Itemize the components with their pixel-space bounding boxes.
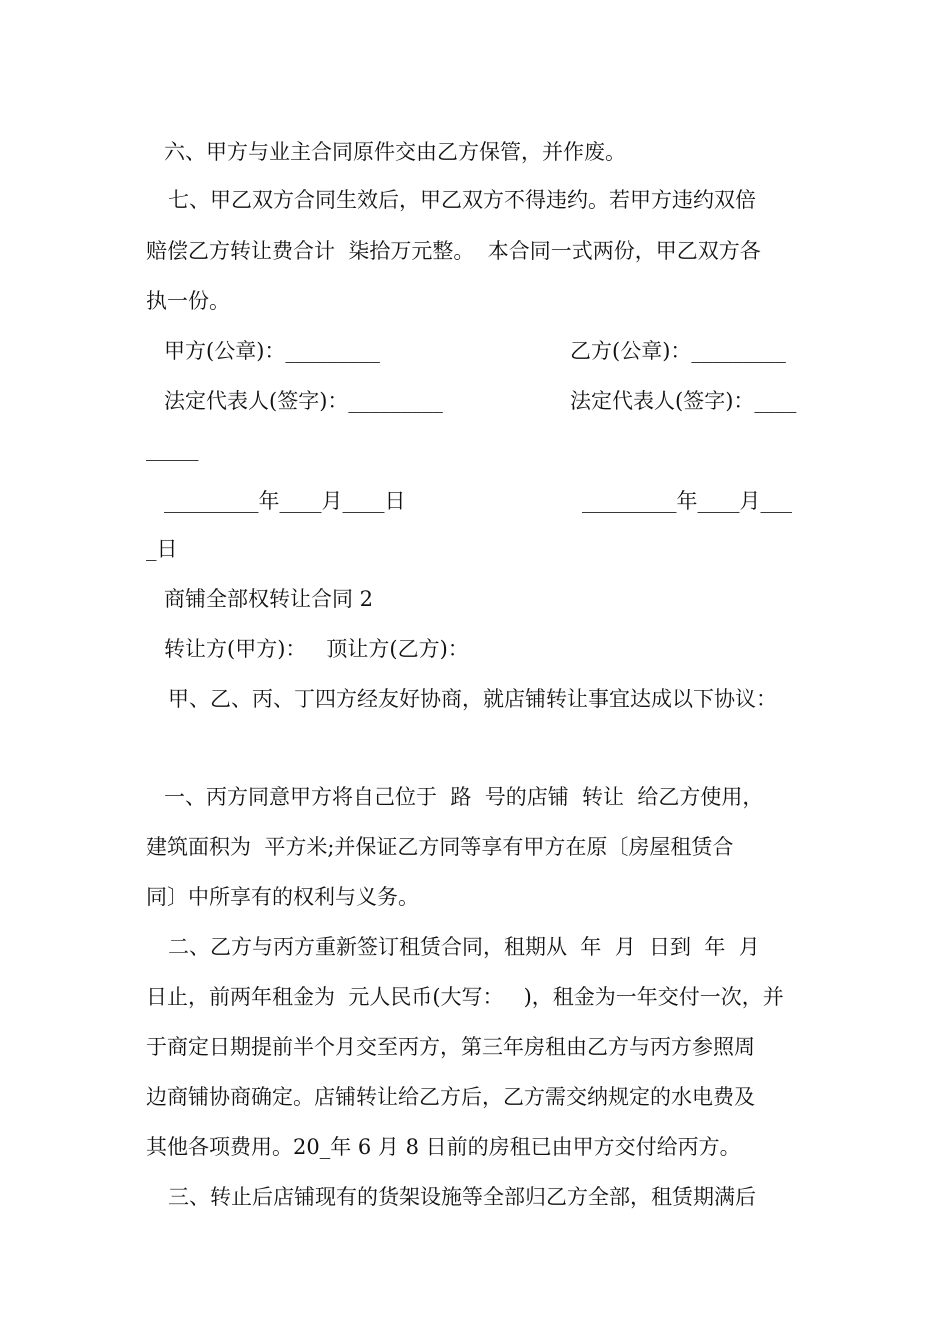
clause-two-line-2: 日止，前两年租金为 元人民币(大写： )，租金为一年交付一次，并 xyxy=(146,985,784,1009)
clause-two-line-4: 边商铺协商确定。店铺转让给乙方后，乙方需交纳规定的水电费及 xyxy=(146,1085,755,1109)
party-a-representative-line: 法定代表人(签字)：_________ xyxy=(164,389,443,413)
agreement-intro-line: 甲、乙、丙、丁四方经友好协商，就店铺转让事宜达成以下协议： xyxy=(168,687,777,711)
party-b-date-continuation: _日 xyxy=(146,537,178,561)
party-b-date-line: _________年____月___ xyxy=(582,489,792,513)
clause-seven-line-1: 七、甲乙双方合同生效后，甲乙双方不得违约。若甲方违约双倍 xyxy=(168,188,756,212)
clause-seven-line-2: 赔偿乙方转让费合计 柒拾万元整。 本合同一式两份，甲乙双方各 xyxy=(146,239,761,263)
clause-one-line-3: 同〕中所享有的权利与义务。 xyxy=(146,885,419,909)
clause-two-line-1: 二、乙方与丙方重新签订租赁合同，租期从 年 月 日到 年 月 xyxy=(168,935,760,959)
clause-one-line-1: 一、丙方同意甲方将自己位于 路 号的店铺 转让 给乙方使用， xyxy=(164,785,764,809)
party-b-representative-continuation: _____ xyxy=(146,437,199,461)
clause-six-line: 六、甲方与业主合同原件交由乙方保管，并作废。 xyxy=(164,140,626,164)
clause-two-line-3: 于商定日期提前半个月交至丙方，第三年房租由乙方与丙方参照周 xyxy=(146,1035,755,1059)
clause-two-line-5: 其他各项费用。20_年 6 月 8 日前的房租已由甲方交付给丙方。 xyxy=(146,1135,741,1159)
party-a-seal-line: 甲方(公章)：_________ xyxy=(164,339,380,363)
clause-three-line-1: 三、转止后店铺现有的货架设施等全部归乙方全部，租赁期满后 xyxy=(168,1185,756,1209)
clause-one-line-2: 建筑面积为 平方米;并保证乙方同等享有甲方在原〔房屋租赁合 xyxy=(146,835,734,859)
contract-two-title: 商铺全部权转让合同 2 xyxy=(164,587,374,611)
party-b-seal-line: 乙方(公章)：_________ xyxy=(570,339,786,363)
transfer-parties-line: 转让方(甲方)： 顶让方(乙方)： xyxy=(164,637,469,661)
party-b-representative-line: 法定代表人(签字)：____ xyxy=(570,389,797,413)
clause-seven-line-3: 执一份。 xyxy=(146,289,230,313)
party-a-date-line: _________年____月____日 xyxy=(164,489,406,513)
